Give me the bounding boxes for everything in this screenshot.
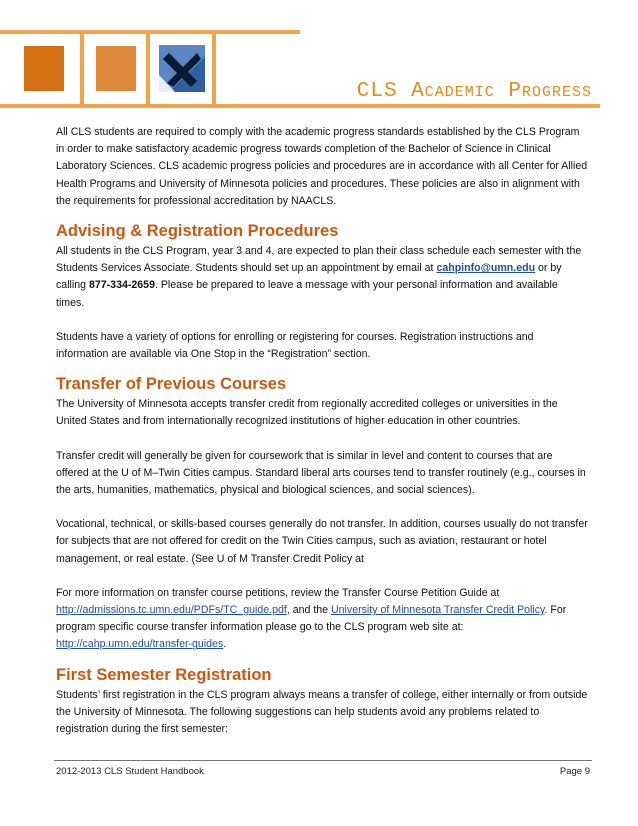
header-bar-v1: [80, 30, 84, 108]
section-heading-first-semester: First Semester Registration: [56, 665, 272, 684]
spacer: [56, 312, 588, 329]
advising-text-3: . Please be prepared to leave a message with your personal information and available times.: [56, 279, 558, 309]
main-content: [56, 124, 588, 738]
advising-paragraph-1: [56, 243, 588, 312]
footer-divider: [54, 760, 592, 761]
transfer-paragraph-2: Transfer credit will generally be given for coursework that is similar in level and content to courses that are offered at the U of M–Twin Cities campus. Standard liberal arts courses tend to transfer routinely (e.g., courses in the arts, humanities, mathematics, physical and biological sciences, and social sciences).: [56, 449, 586, 497]
transfer-text-3: . For program specific course transfer information please go to the CLS program web site at:: [56, 604, 567, 634]
advising-text-1: All students in the CLS Program, year 3 and 4, are expected to plan their class schedule each semester with the Students Services Associate. Students should set up an appointment by email at: [56, 245, 582, 275]
transfer-paragraph-1: The University of Minnesota accepts transfer credit from regionally accredited colleges or universities in the United States and from internationally recognized institutions of higher education in other countries.: [56, 398, 558, 428]
transfer-credit-policy-link[interactable]: University of Minnesota Transfer Credit Policy: [331, 604, 545, 617]
transfer-text-2: , and the: [286, 604, 332, 617]
header-bar-bottom: [0, 104, 600, 108]
header-logo-image: [159, 45, 205, 92]
spacer: [56, 568, 588, 585]
spacer: [56, 499, 588, 516]
spacer: [56, 431, 588, 448]
transfer-paragraph-4: [56, 585, 588, 654]
transfer-text-4: .: [223, 638, 227, 651]
transfer-text-1: For more information on transfer course petitions, review the Transfer Course Petition Guide at: [56, 586, 500, 599]
first-semester-paragraph: Students’ first registration in the CLS program always means a transfer of college, either internally or from outside the University of Minnesota. The following suggestions can help students avoid any problems related to registration during the first semester:: [56, 688, 588, 736]
footer-page-number: Page 9: [559, 766, 590, 777]
page-header: [0, 0, 638, 112]
email-link[interactable]: cahpinfo@umn.edu: [436, 262, 536, 275]
header-square-dark-orange: [24, 46, 64, 91]
tc-guide-link[interactable]: http://admissions.tc.umn.edu/PDFs/TC_guide.pdf: [56, 604, 287, 617]
section-heading-transfer: Transfer of Previous Courses: [56, 375, 287, 394]
footer-handbook-title: 2012-2013 CLS Student Handbook: [56, 766, 204, 777]
advising-paragraph-2: Students have a variety of options for enrolling or registering for courses. Registration instructions and information are available via One Stop in the “Registration” section.: [56, 330, 534, 361]
phone-number: 877-334-2659: [88, 279, 155, 292]
header-bar-v3: [212, 30, 216, 108]
intro-paragraph: All CLS students are required to comply with the academic progress standards established by the CLS Program in order to make satisfactory academic progress towards completion of the Bachelor of Science in Clinical Laboratory Sciences. CLS academic progress policies and procedures are in accordance with all Center for Allied Health Programs and University of Minnesota policies and procedures. These policies are also in alignment with the requirements for professional accreditation by NAACLS.: [56, 126, 588, 207]
transfer-paragraph-3: Vocational, technical, or skills-based courses generally do not transfer. In addition, courses usually do not transfer for subjects that are not offered for credit on the Twin Cities campus, such as aviation, restaurant or hotel management, or real estate. (See U of M Transfer Credit Policy at: [56, 518, 588, 565]
advising-text-2: or by calling: [56, 262, 562, 292]
header-square-light-orange: [96, 46, 136, 91]
header-bar-v2: [146, 30, 150, 108]
header-bar-top: [0, 30, 300, 34]
page-title: CLS Academic Progress: [356, 80, 592, 103]
transfer-guides-link[interactable]: http://cahp.umn.edu/transfer-guides: [56, 638, 224, 651]
section-heading-advising: Advising & Registration Procedures: [56, 222, 339, 241]
